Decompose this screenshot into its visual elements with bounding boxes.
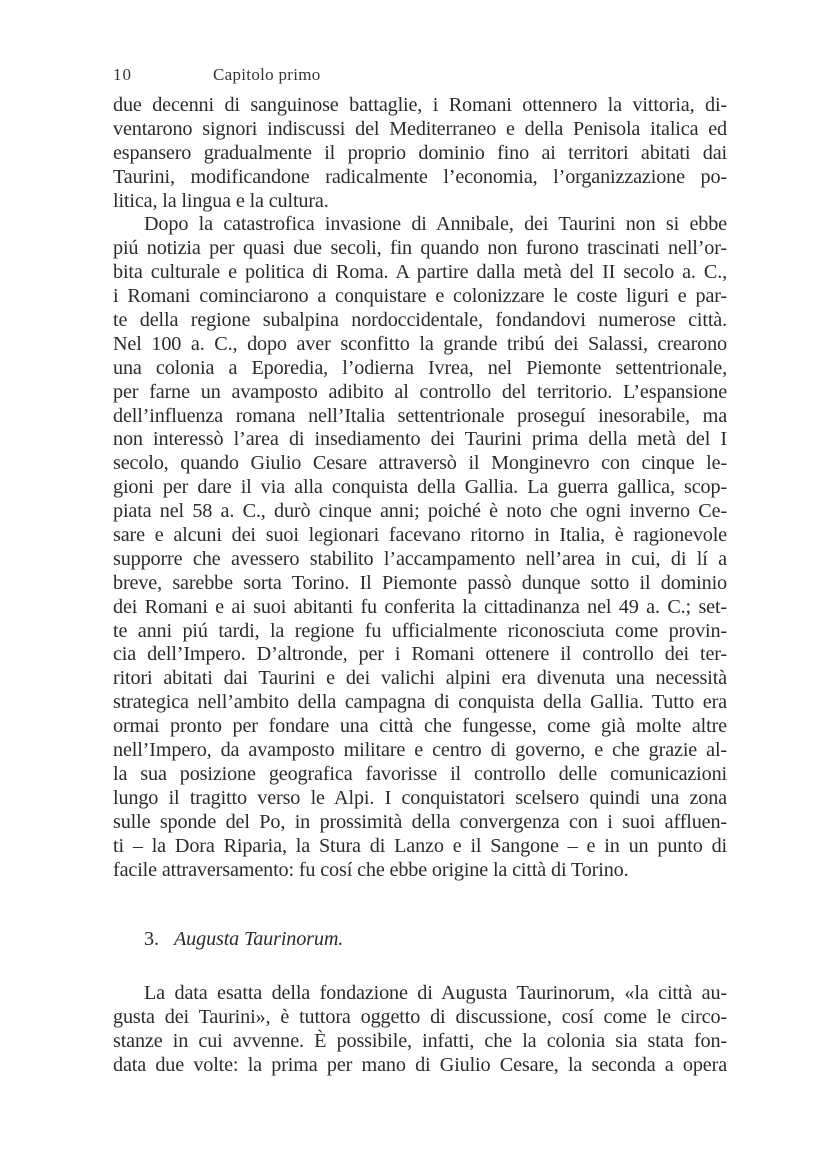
page-number: 10 (113, 65, 132, 84)
text-line: ormai pronto per fondare una città che fungesse, come già molte altre (113, 715, 727, 738)
text-line: te della regione subalpina nordoccidentale, fondandovi numerose città. (113, 309, 727, 332)
text-line: data due volte: la prima per mano di Giulio Cesare, la seconda a opera (113, 1054, 727, 1077)
text-line: supporre che avessero stabilito l’accampamento nell’area in cui, di lí a (113, 547, 727, 570)
text-line: te anni piú tardi, la regione fu ufficialmente riconosciuta come provin- (113, 619, 727, 642)
text-line: gioni per dare il via alla conquista della Gallia. La guerra gallica, scop- (113, 476, 727, 499)
text-line: stanze in cui avvenne. È possibile, infatti, che la colonia sia stata fon- (113, 1030, 727, 1053)
section-heading (113, 928, 727, 982)
text-line: Dopo la catastrofica invasione di Annibale, dei Taurini non si ebbe (144, 213, 727, 236)
text-line: due decenni di sanguinose battaglie, i Romani ottennero la vittoria, di- (113, 94, 727, 116)
text-line: una colonia a Eporedia, l’odierna Ivrea, nel Piemonte settentrionale, (113, 356, 727, 379)
text-line: strategica nell’ambito della campagna di conquista della Gallia. Tutto era (113, 691, 727, 714)
text-line: espansero gradualmente il proprio dominio fino ai territori abitati dai (113, 141, 727, 164)
text-line: breve, sarebbe sorta Torino. Il Piemonte passò dunque sotto il dominio (113, 571, 727, 594)
chapter-title: Capitolo primo (213, 65, 321, 84)
text-line: piú notizia per quasi due secoli, fin quando non furono trascinati nell’or- (113, 237, 727, 260)
running-head (113, 62, 727, 94)
paragraph-2 (113, 213, 727, 882)
text-line: litica, la lingua e la cultura. (113, 189, 329, 212)
text-line: dei Romani e ai suoi abitanti fu conferita la cittadinanza nel 49 a. C.; set- (113, 595, 727, 618)
text-line: i Romani cominciarono a conquistare e colonizzare le coste liguri e par- (113, 285, 727, 308)
text-line: sare e alcuni dei suoi legionari facevano ritorno in Italia, è ragionevole (113, 524, 727, 547)
text-line: ventarono signori indiscussi del Mediterraneo e della Penisola italica ed (113, 117, 727, 140)
text-line: piata nel 58 a. C., durò cinque anni; poiché è noto che ogni inverno Ce- (113, 500, 727, 523)
section-title: Augusta Taurinorum. (174, 928, 344, 951)
text-line: La data esatta della fondazione di Augusta Taurinorum, «la città au- (144, 982, 727, 1005)
book-page (113, 62, 727, 1078)
text-line: gusta dei Taurini», è tuttora oggetto di discussione, cosí come le circo- (113, 1006, 727, 1029)
text-line: facile attraversamento: fu cosí che ebbe origine la città di Torino. (113, 858, 629, 881)
text-line: ritori abitati dai Taurini e dei valichi alpini era divenuta una necessità (113, 667, 727, 690)
text-line: Nel 100 a. C., dopo aver sconfitto la grande tribú dei Salassi, crearono (113, 332, 727, 355)
section-number: 3. (144, 928, 159, 951)
text-line: non interessò l’area di insediamento dei Taurini prima della metà del I (113, 428, 727, 451)
text-line: la sua posizione geografica favorisse il controllo delle comunicazioni (113, 762, 727, 785)
text-line: per farne un avamposto adibito al controllo del territorio. L’espansione (113, 380, 727, 403)
text-line: cia dell’Impero. D’altronde, per i Romani ottenere il controllo dei ter- (113, 643, 727, 666)
text-line: lungo il tragitto verso le Alpi. I conquistatori scelsero quindi una zona (113, 786, 727, 809)
paragraph-1 (113, 94, 727, 213)
text-line: Taurini, modificandone radicalmente l’economia, l’organizzazione po- (113, 165, 727, 188)
paragraph-3 (113, 982, 727, 1078)
text-line: nell’Impero, da avamposto militare e centro di governo, e che grazie al- (113, 739, 727, 762)
text-line: sulle sponde del Po, in prossimità della convergenza con i suoi affluen- (113, 810, 727, 833)
body-text (113, 94, 727, 1078)
text-line: ti – la Dora Riparia, la Stura di Lanzo e il Sangone – e in un punto di (113, 834, 727, 857)
text-line: dell’influenza romana nell’Italia settentrionale proseguí inesorabile, ma (113, 404, 727, 427)
text-line: bita culturale e politica di Roma. A partire dalla metà del II secolo a. C., (113, 261, 727, 284)
text-line: secolo, quando Giulio Cesare attraversò il Monginevro con cinque le- (113, 452, 727, 475)
